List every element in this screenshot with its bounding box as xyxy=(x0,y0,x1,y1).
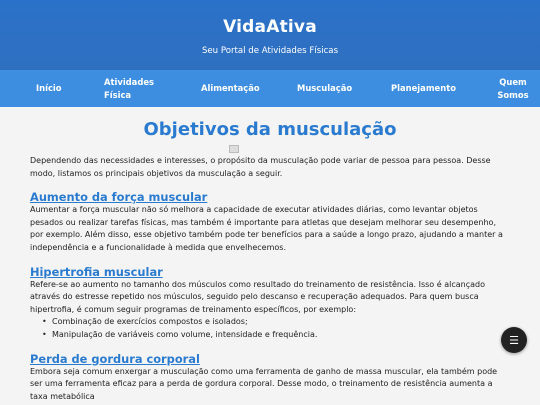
section-heading-link[interactable]: Perda de gordura corporal xyxy=(30,351,200,366)
section-heading-link[interactable]: Aumento da força muscular xyxy=(30,190,208,205)
list-item: • Manipulação de variáveis como volume, intensidade e frequência. xyxy=(42,329,510,342)
nav-item-alimentacao[interactable] xyxy=(201,82,297,95)
nav-item-label: Atividades xyxy=(104,76,154,87)
menu-icon: ☰ xyxy=(509,333,519,347)
section-heading-hipertrofia[interactable] xyxy=(30,265,510,279)
section-text-gordura: Embora seja comum enxergar a musculação como uma ferramenta de ganho de massa muscular, ela também pode ser uma ferramenta eficaz para a perda de gordura corporal. Desse modo, o treinamento de resistência aumenta a taxa metabólica xyxy=(30,366,498,401)
section-text-hipertrofia: Refere-se ao aumento no tamanho dos músculos como resultado do treinamento de resistência. Isso é alcançado através do estresse repetido nos músculos, seguido pelo descanso e recuperação adequados. Para quem busca hipertrofia, é comum seguir programas de treinamento específicos, por exemplo: xyxy=(30,279,485,314)
site-brand[interactable]: VidaAtiva xyxy=(223,17,317,37)
nav-item-label-line2: Somos xyxy=(497,89,529,100)
site-header xyxy=(0,0,540,70)
nav-item-label: Planejamento xyxy=(391,83,456,93)
section-heading-link[interactable]: Hipertrofia muscular xyxy=(30,264,163,279)
hipertrofia-list xyxy=(30,316,510,341)
list-item: • Combinação de exercícios compostos e isolados; xyxy=(42,316,510,329)
nav-item-label: Musculação xyxy=(297,83,353,93)
nav-item-musculacao[interactable] xyxy=(297,82,391,95)
nav-item-planejamento[interactable] xyxy=(391,82,493,95)
nav-item-quem-somos[interactable] xyxy=(493,76,533,102)
section-heading-forca[interactable] xyxy=(30,190,510,204)
page-title: Objetivos da musculação xyxy=(143,119,397,140)
broken-image xyxy=(229,145,239,153)
section-heading-gordura[interactable] xyxy=(30,352,510,366)
nav-item-atividades-fisica[interactable] xyxy=(104,76,201,102)
nav-item-label: Quem xyxy=(499,76,527,87)
nav-item-inicio[interactable] xyxy=(36,82,104,95)
site-tagline: Seu Portal de Atividades Físicas xyxy=(201,46,339,56)
intro-paragraph: Dependendo das necessidades e interesses, o propósito da musculação pode variar de pessoa para pessoa. Desse modo, listamos os principais objetivos da musculação a seguir. xyxy=(30,156,491,178)
main-content xyxy=(0,107,540,405)
nav-item-label-line2: Física xyxy=(104,89,132,100)
nav-item-label: Alimentação xyxy=(201,83,260,93)
nav-item-label: Início xyxy=(36,83,62,93)
section-text-forca: Aumentar a força muscular não só melhora a capacidade de executar atividades diárias, como levantar objetos pesados ou realizar tarefas físicas, mas também é importante para atletas que desejam melhorar seu desempenho, por exemplo. Além disso, esse objetivo também pode ter benefícios para a saúde a longo prazo, ajudando a manter a independência e a funcionalidade à medida que envelhecemos. xyxy=(30,205,503,252)
main-nav xyxy=(0,70,540,107)
floating-menu-button[interactable] xyxy=(501,327,527,353)
